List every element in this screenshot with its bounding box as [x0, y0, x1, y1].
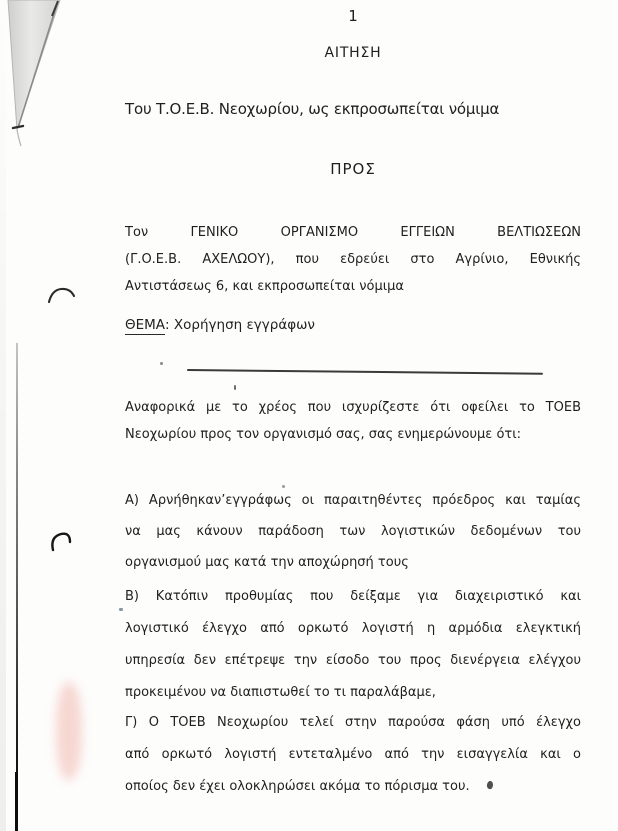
subject-text: Χορήγηση εγγράφων [173, 317, 315, 333]
text-line: λογιστικό έλεγχο από ορκωτό λογιστή η αρμόδια ελεγκτική [125, 621, 581, 636]
text-line: Β) Κατόπιν προθυμίας που δείξαμε για διαχειριστικό και [125, 589, 581, 604]
subject-label: ΘΕΜΑ [125, 317, 166, 333]
point-b-paragraph [125, 581, 581, 709]
text-line: να μας κάνουν παράδοση των λογιστικών δεδομένων του [125, 524, 581, 539]
point-a-paragraph [125, 485, 581, 578]
text-line: Γ) Ο ΤΟΕΒ Νεοχωρίου τελεί στην παρούσα φάση υπό έλεγχο [125, 715, 581, 730]
scan-speck [160, 362, 163, 365]
text-line: Αντιστάσεως 6, και εκπροσωπείται νόμιμα [125, 279, 404, 294]
ink-smudge-stain [56, 682, 82, 780]
to-heading: ΠΡΟΣ [330, 160, 376, 178]
text-line: οποίος δεν έχει ολοκληρώσει ακόμα το πόρισμα του. [125, 779, 470, 794]
intro-paragraph [125, 394, 581, 448]
staple-mark-icon [44, 284, 84, 310]
text-line: υπηρεσία δεν επέτρεψε την είσοδο του προς διενέργεια ελέγχου [125, 653, 581, 668]
scan-speck [119, 608, 123, 611]
text-line: οργανισμού μας κατά την αποχώρησή τους [125, 555, 409, 570]
point-c-paragraph [125, 707, 581, 803]
scan-edge-line [16, 343, 18, 831]
document-title: ΑΙΤΗΣΗ [324, 45, 382, 61]
text-line: από ορκωτό λογιστή εντεταλμένο από την εισαγγελία και ο [125, 747, 581, 762]
subject-separator: : [165, 317, 174, 333]
applicant-line: Του Τ.Ο.Ε.Β. Νεοχωρίου, ως εκπροσωπείται νόμιμα [125, 100, 500, 118]
scan-edge-line-bottom [15, 772, 18, 831]
scan-speck [234, 385, 236, 390]
recipient-paragraph [125, 219, 581, 300]
text-line: (Γ.Ο.Ε.Β. ΑΧΕΛΩΟΥ), που εδρεύει στο Αγρίνιο, Εθνικής [125, 252, 581, 267]
horizontal-separator-line [187, 369, 543, 375]
page-corner-fold-artifact [0, 0, 90, 160]
text-line: Τον ΓΕΝΙΚΟ ΟΡΓΑΝΙΣΜΟ ΕΓΓΕΙΩΝ ΒΕΛΤΙΩΣΕΩΝ [125, 225, 581, 240]
text-line: Νεοχωρίου προς τον οργανισμό σας, σας ενημερώνουμε ότι: [125, 427, 522, 442]
staple-mark-icon [46, 529, 80, 559]
text-line: Α) Αρνήθηκαν’εγγράφως οι παραιτηθέντες πρόεδρος και ταμίας [125, 493, 581, 508]
page-number: 1 [348, 7, 358, 25]
subject-line [125, 317, 581, 333]
text-line: προκειμένου να διαπιστωθεί το τι παραλάβαμε, [125, 685, 436, 700]
text-line: Αναφορικά με το χρέος που ισχυρίζεστε ότι οφείλει το ΤΟΕΒ [125, 400, 581, 415]
